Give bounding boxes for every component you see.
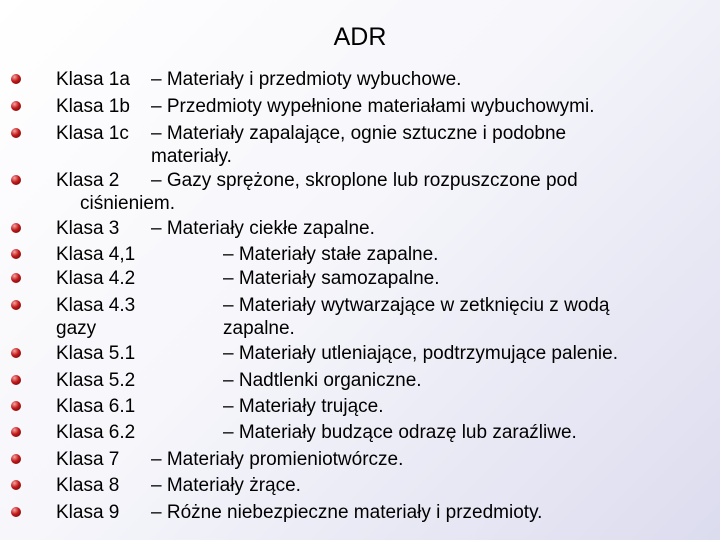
class-description: – Materiały budzące odrazę lub zaraźliwe. [223, 422, 577, 443]
list-item [0, 499, 720, 526]
bullet-icon [11, 175, 21, 185]
class-description: – Przedmioty wypełnione materiałami wybuchowymi. [151, 96, 595, 117]
class-description: – Materiały ciekłe zapalne. [151, 218, 375, 239]
list-item-continuation [0, 315, 720, 342]
class-name: Klasa 6.1 [56, 396, 136, 417]
class-description-continued: materiały. [151, 146, 232, 167]
slide-title: ADR [333, 23, 387, 51]
list-item [0, 93, 720, 120]
bullet-icon [11, 128, 21, 138]
class-description: – Materiały zapalające, ognie sztuczne i podobne [151, 123, 567, 144]
class-description: – Materiały utleniające, podtrzymujące palenie. [223, 343, 618, 364]
class-name: Klasa 1a [56, 69, 130, 90]
list-item [0, 241, 720, 268]
list-item [0, 367, 720, 394]
class-name: Klasa 1b [56, 96, 130, 117]
bullet-icon [11, 223, 21, 233]
class-name: Klasa 6.2 [56, 422, 136, 443]
bullet-icon [11, 101, 21, 111]
class-description: – Materiały promieniotwórcze. [151, 449, 404, 470]
class-description: – Materiały stałe zapalne. [223, 244, 439, 265]
class-description-continued: zapalne. [223, 318, 295, 339]
bullet-icon [11, 348, 21, 358]
class-description: – Materiały trujące. [223, 396, 384, 417]
bullet-icon [11, 74, 21, 84]
class-description: – Gazy sprężone, skroplone lub rozpuszczone pod [151, 170, 578, 191]
class-description-continued: ciśnieniem. [80, 193, 176, 214]
class-description: – Różne niebezpieczne materiały i przedmioty. [151, 502, 543, 523]
bullet-icon [11, 427, 21, 437]
class-description: – Materiały i przedmioty wybuchowe. [151, 69, 462, 90]
bullet-icon [11, 375, 21, 385]
bullet-icon [11, 401, 21, 411]
class-name: Klasa 4.3 [56, 295, 136, 316]
class-description: – Materiały samozapalne. [223, 268, 440, 289]
list-item [0, 446, 720, 473]
class-name: Klasa 1c [56, 123, 129, 144]
bullet-icon [11, 454, 21, 464]
list-item [0, 215, 720, 242]
bullet-icon [11, 300, 21, 310]
class-name: Klasa 8 [56, 475, 120, 496]
class-description: – Nadtlenki organiczne. [223, 370, 422, 391]
class-description: – Materiały wytwarzające w zetknięciu z wodą [223, 295, 610, 316]
class-description: – Materiały żrące. [151, 475, 301, 496]
list-item [0, 66, 720, 93]
list-item [0, 419, 720, 446]
list-item [0, 340, 720, 367]
list-item-continuation [0, 143, 720, 170]
bullet-icon [11, 480, 21, 490]
class-name: Klasa 5.2 [56, 370, 136, 391]
class-name: Klasa 5.1 [56, 343, 136, 364]
bullet-icon [11, 273, 21, 283]
class-name: Klasa 4,1 [56, 244, 136, 265]
class-name: Klasa 2 [56, 170, 120, 191]
list-item [0, 393, 720, 420]
class-name: Klasa 7 [56, 449, 120, 470]
class-name: Klasa 3 [56, 218, 120, 239]
list-item [0, 472, 720, 499]
bullet-icon [11, 249, 21, 259]
list-item-continuation [0, 190, 720, 217]
list-item [0, 265, 720, 292]
bullet-icon [11, 507, 21, 517]
class-name: Klasa 9 [56, 502, 120, 523]
class-name: Klasa 4.2 [56, 268, 136, 289]
class-name-continued: gazy [56, 318, 97, 339]
